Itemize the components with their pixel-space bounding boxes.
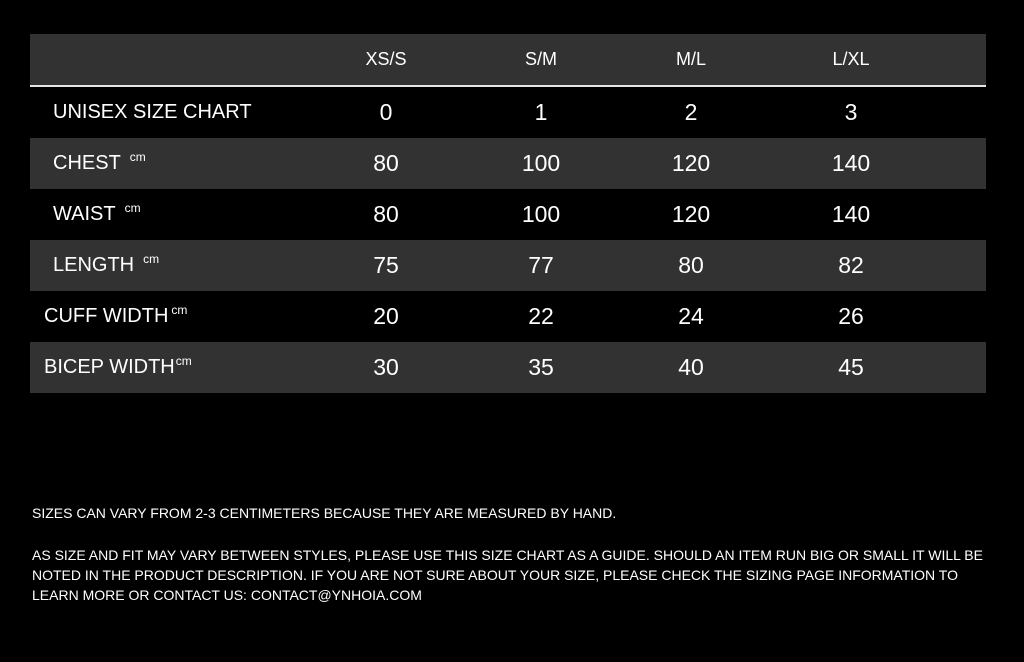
table-cell: 3 <box>844 99 858 125</box>
table-cell: 22 <box>528 303 554 329</box>
table-cell: 24 <box>678 303 704 329</box>
column-header-l-xl: L/XL <box>832 49 870 69</box>
table-cell: 140 <box>831 150 871 176</box>
unit-label: cm <box>129 149 146 164</box>
table-cell: 2 <box>684 99 698 125</box>
table-cell: 120 <box>671 201 711 227</box>
table-cell: 40 <box>678 354 704 380</box>
size-guide-note: AS SIZE AND FIT MAY VARY BETWEEN STYLES, PLEASE USE THIS SIZE CHART AS A GUIDE. SHOULD AN ITEM RUN BIG OR SMALL IT WILL BE NOTED IN THE PRODUCT DESCRIPTION. IF YOU ARE NOT SURE ABOUT YOUR SIZE, PLEASE CHECK THE SIZING PAGE INFORMATION TO LEARN MORE OR CONTACT US: CONTACT@YNHOIA.COM <box>32 547 983 603</box>
table-cell: 100 <box>521 150 561 176</box>
unit-label: cm <box>124 200 141 215</box>
table-cell: 80 <box>678 252 704 278</box>
table-cell: 100 <box>521 201 561 227</box>
size-chart-table <box>30 34 986 393</box>
table-cell: 26 <box>838 303 864 329</box>
row-label-unisex-size-chart <box>53 87 252 138</box>
column-header-s-m: S/M <box>524 49 557 69</box>
row-label-text: BICEP WIDTH <box>44 356 175 378</box>
table-cell: 0 <box>379 99 393 125</box>
table-cell: 80 <box>373 201 399 227</box>
table-cell: 82 <box>838 252 864 278</box>
table-row-chest <box>30 138 986 189</box>
column-header-xs-s: XS/S <box>365 49 407 69</box>
size-notes <box>32 503 992 605</box>
table-cell: 75 <box>373 252 399 278</box>
row-label-text: LENGTH <box>53 254 135 276</box>
row-label-text: CUFF WIDTH <box>44 305 169 327</box>
table-cell: 140 <box>831 201 871 227</box>
column-header-m-l: M/L <box>675 49 706 69</box>
row-label-text: CHEST <box>53 152 121 174</box>
table-row-cuff-width <box>30 291 986 342</box>
table-row-waist <box>30 189 986 240</box>
row-label-chest <box>53 138 146 189</box>
measurement-note: SIZES CAN VARY FROM 2-3 CENTIMETERS BECAUSE THEY ARE MEASURED BY HAND. <box>32 505 617 521</box>
unit-label: cm <box>143 251 160 266</box>
table-cell: 1 <box>534 99 548 125</box>
unit-label: cm <box>175 353 192 368</box>
unit-label: cm <box>171 302 188 317</box>
row-label-length <box>53 240 159 291</box>
table-header-row <box>30 34 986 87</box>
table-cell: 45 <box>838 354 864 380</box>
row-label-cuff-width <box>44 291 187 342</box>
table-cell: 35 <box>528 354 554 380</box>
table-cell: 120 <box>671 150 711 176</box>
table-row-length <box>30 240 986 291</box>
row-label-text: WAIST <box>53 203 116 225</box>
table-cell: 77 <box>528 252 554 278</box>
row-label-bicep-width <box>44 342 192 393</box>
table-cell: 20 <box>373 303 399 329</box>
row-label-waist <box>53 189 141 240</box>
table-cell: 80 <box>373 150 399 176</box>
table-cell: 30 <box>373 354 399 380</box>
table-row-unisex-size <box>30 87 986 138</box>
row-label-text: UNISEX SIZE CHART <box>53 101 252 123</box>
table-row-bicep-width <box>30 342 986 393</box>
